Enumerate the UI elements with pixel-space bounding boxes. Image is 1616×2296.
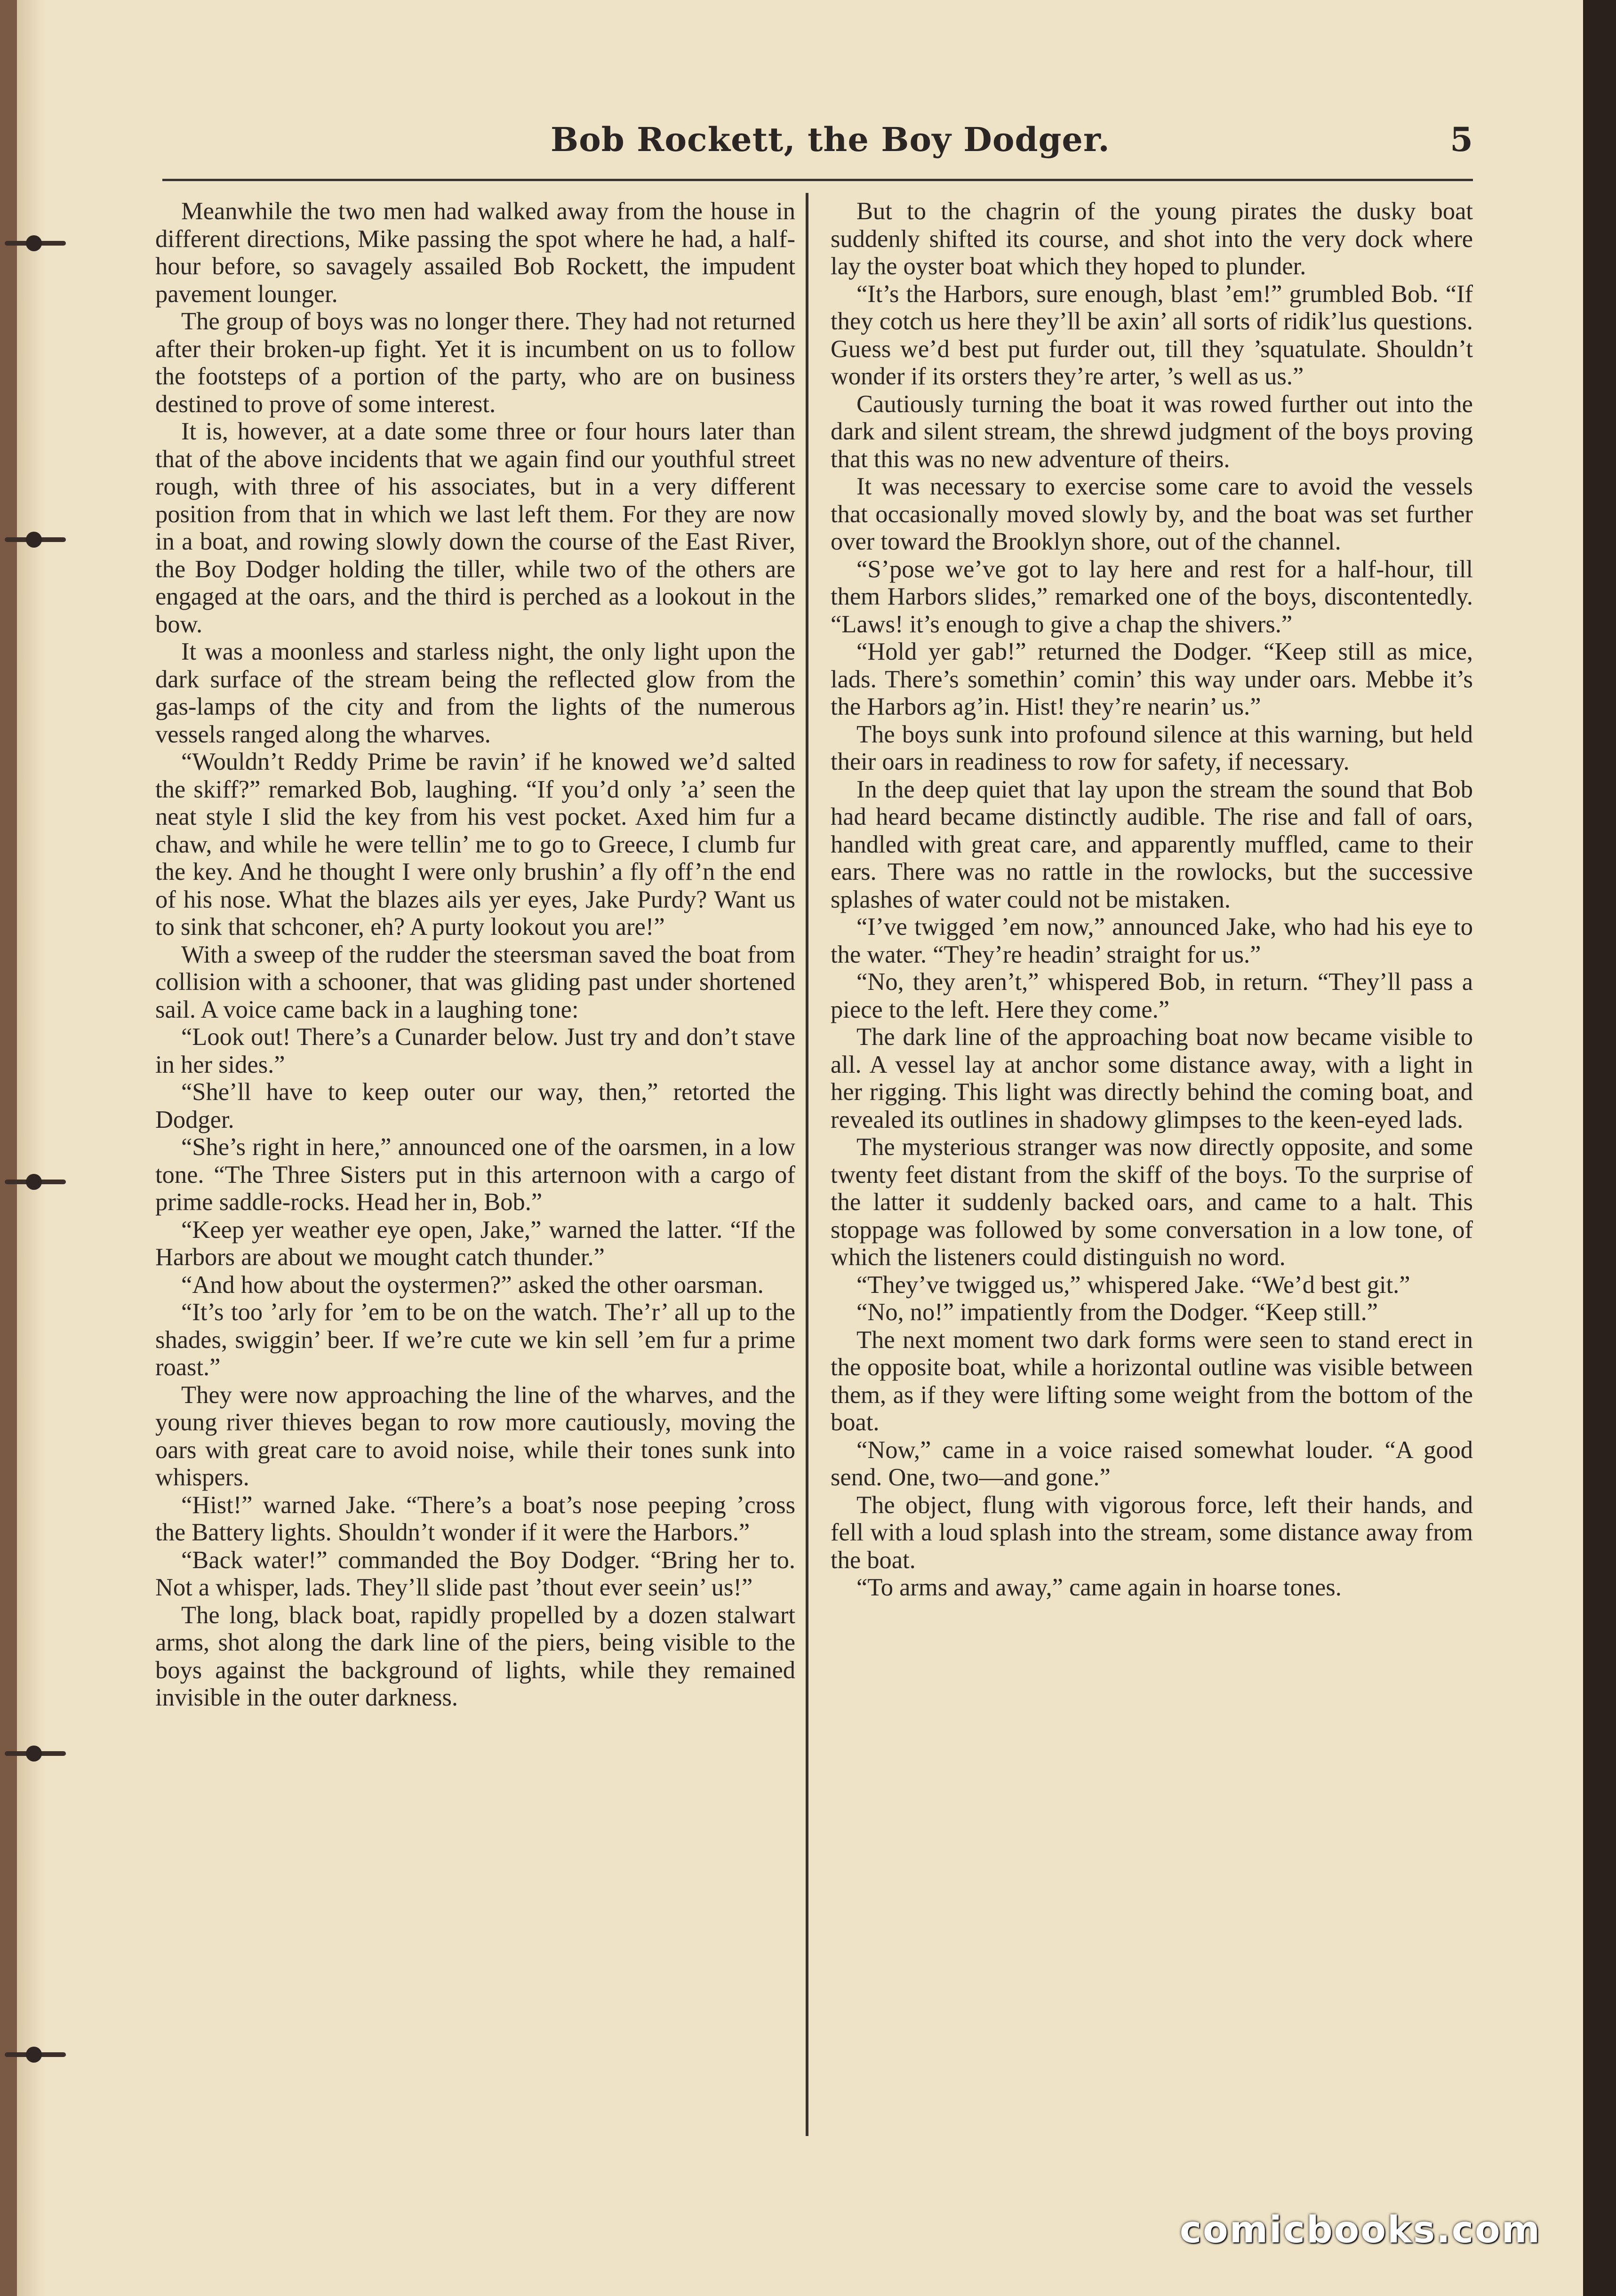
paragraph: “Hold yer gab!” returned the Dodger. “Keep still as mice, lads. There’s somethin’ comin’ this way under oars. Mebbe it’s the Harbors ag’in. Hist! they’re nearin’ us.” [831, 638, 1473, 720]
paragraph: “She’s right in here,” announced one of the oarsmen, in a low tone. “The Three Sisters put in this arternoon with a cargo of prime saddle-rocks. Head her in, Bob.” [155, 1133, 795, 1216]
paragraph: The next moment two dark forms were seen to stand erect in the opposite boat, while a horizontal outline was visible between them, as if they were lifting some weight from the bottom of the boat. [831, 1326, 1473, 1436]
paragraph: “Back water!” commanded the Boy Dodger. “Bring her to. Not a whisper, lads. They’ll slide past ’thout ever seein’ us!” [155, 1546, 795, 1601]
paragraph: “No, they aren’t,” whispered Bob, in return. “They’ll pass a piece to the left. Here they come.” [831, 968, 1473, 1023]
paragraph: With a sweep of the rudder the steersman saved the boat from collision with a schooner, that was gliding past under shortened sail. A voice came back in a laughing tone: [155, 941, 795, 1023]
binding-stitch-icon [5, 2047, 66, 2063]
page-number: 5 [1450, 120, 1473, 159]
binding-stitch-icon [5, 1174, 66, 1190]
paragraph: “Look out! There’s a Cunarder below. Just try and don’t stave in her sides.” [155, 1023, 795, 1078]
column-divider [806, 193, 808, 2136]
binding-stitch-icon [5, 532, 66, 548]
paragraph: “To arms and away,” came again in hoarse tones. [856, 1574, 1342, 1601]
paragraph: “She’ll have to keep outer our way, then,” retorted the Dodger. [155, 1078, 795, 1133]
paragraph: Cautiously turning the boat it was rowed further out into the dark and silent stream, the shrewd judgment of the boys proving that this was no new adventure of theirs. [831, 390, 1473, 473]
text-column-right [831, 198, 1473, 1602]
paragraph: “Hist!” warned Jake. “There’s a boat’s nose peeping ’cross the Battery lights. Shouldn’t wonder if it were the Harbors.” [155, 1491, 795, 1546]
paragraph: They were now approaching the line of the wharves, and the young river thieves began to row more cautiously, moving the oars with great care to avoid noise, while their tones sunk into whispers. [155, 1381, 795, 1491]
paragraph: The object, flung with vigorous force, left their hands, and fell with a loud splash into the stream, some distance away from the boat. [831, 1491, 1473, 1574]
paragraph: But to the chagrin of the young pirates the dusky boat suddenly shifted its course, and shot into the very dock where lay the oyster boat which they hoped to plunder. [831, 198, 1473, 280]
paragraph: “No, no!” impatiently from the Dodger. “Keep still.” [856, 1299, 1378, 1326]
binding-stitch-icon [5, 1746, 66, 1762]
gutter-shadow [17, 0, 45, 2296]
paragraph: “S’pose we’ve got to lay here and rest for a half-hour, till them Harbors slides,” remarked one of the boys, discontentedly. “Laws! it’s enough to give a chap the shivers.” [831, 555, 1473, 638]
paragraph: “Keep yer weather eye open, Jake,” warned the latter. “If the Harbors are about we mought catch thunder.” [155, 1216, 795, 1271]
paragraph: The group of boys was no longer there. They had not returned after their broken-up fight. Yet it is incumbent on us to follow the footsteps of a portion of the party, who are on business destined to prove of some interest. [155, 308, 795, 418]
paragraph: In the deep quiet that lay upon the stream the sound that Bob had heard became distinctly audible. The rise and fall of oars, handled with great care, and apparently muffled, came to their ears. There was no rattle in the rowlocks, but the successive splashes of water could not be mistaken. [831, 775, 1473, 913]
paragraph: “It’s the Harbors, sure enough, blast ’em!” grumbled Bob. “If they cotch us here they’ll be axin’ all sorts of ridik’lus questions. Guess we’d best put furder out, till they ’squatulate. Shouldn’t wonder if its orsters they’re arter, ’s well as us.” [831, 280, 1473, 390]
paragraph: Meanwhile the two men had walked away from the house in different directions, Mike passing the spot where he had, a half-hour before, so savagely assailed Bob Rockett, the impudent pavement lounger. [155, 198, 795, 308]
binding-stitch-icon [5, 235, 66, 251]
page-edge [1583, 0, 1616, 2296]
paragraph: “I’ve twigged ’em now,” announced Jake, who had his eye to the water. “They’re headin’ straight for us.” [831, 913, 1473, 968]
paragraph: “It’s too ’arly for ’em to be on the watch. The’r’ all up to the shades, swiggin’ beer. If we’re cute we kin sell ’em fur a prime roast.” [155, 1299, 795, 1381]
paragraph: The long, black boat, rapidly propelled by a dozen stalwart arms, shot along the dark line of the piers, being visible to the boys against the background of lights, while they remained invisible in the outer darkness. [155, 1601, 795, 1711]
watermark: comicbooks.com [1179, 2209, 1541, 2251]
paragraph: “Wouldn’t Reddy Prime be ravin’ if he knowed we’d salted the skiff?” remarked Bob, laughing. “If you’d only ’a’ seen the neat style I slid the key from his vest pocket. Axed him fur a chaw, and while he were tellin’ me to go to Greece, I clumb fur the key. And he thought I were only brushin’ a fly off’n the end of his nose. What the blazes ails yer eyes, Jake Purdy? Want us to sink that schconer, eh? A purty lookout you are!” [155, 748, 795, 941]
paragraph: It was a moonless and starless night, the only light upon the dark surface of the stream being the reflected glow from the gas-lamps of the city and from the lights of the numerous vessels ranged along the wharves. [155, 638, 795, 748]
running-title: Bob Rockett, the Boy Dodger. [551, 120, 1110, 159]
paragraph: It is, however, at a date some three or four hours later than that of the above incidents that we again find our youthful street rough, with three of his associates, but in a very different position from that in which we last left them. For they are now in a boat, and rowing slowly down the course of the East River, the Boy Dodger holding the tiller, while two of the others are engaged at the oars, and the third is perched as a lookout in the bow. [155, 418, 795, 638]
paragraph: “Now,” came in a voice raised somewhat louder. “A good send. One, two—and gone.” [831, 1436, 1473, 1491]
page-header [155, 120, 1473, 165]
paragraph: “They’ve twigged us,” whispered Jake. “We’d best git.” [856, 1271, 1410, 1299]
paragraph: “And how about the oystermen?” asked the other oarsman. [181, 1271, 764, 1299]
paragraph: It was necessary to exercise some care to avoid the vessels that occasionally moved slowly by, and the boat was set further over toward the Brooklyn shore, out of the channel. [831, 473, 1473, 555]
paragraph: The dark line of the approaching boat now became visible to all. A vessel lay at anchor some distance away, with a light in her rigging. This light was directly behind the coming boat, and revealed its outlines in shadowy glimpses to the keen-eyed lads. [831, 1023, 1473, 1133]
book-spine [0, 0, 17, 2296]
header-rule [162, 179, 1473, 181]
text-column-left [155, 198, 795, 1712]
paragraph: The boys sunk into profound silence at this warning, but held their oars in readiness to row for safety, if necessary. [831, 720, 1473, 775]
paragraph: The mysterious stranger was now directly opposite, and some twenty feet distant from the skiff of the boys. To the surprise of the latter it suddenly backed oars, and came to a halt. This stoppage was followed by some conversation in a low tone, of which the listeners could distinguish no word. [831, 1133, 1473, 1271]
